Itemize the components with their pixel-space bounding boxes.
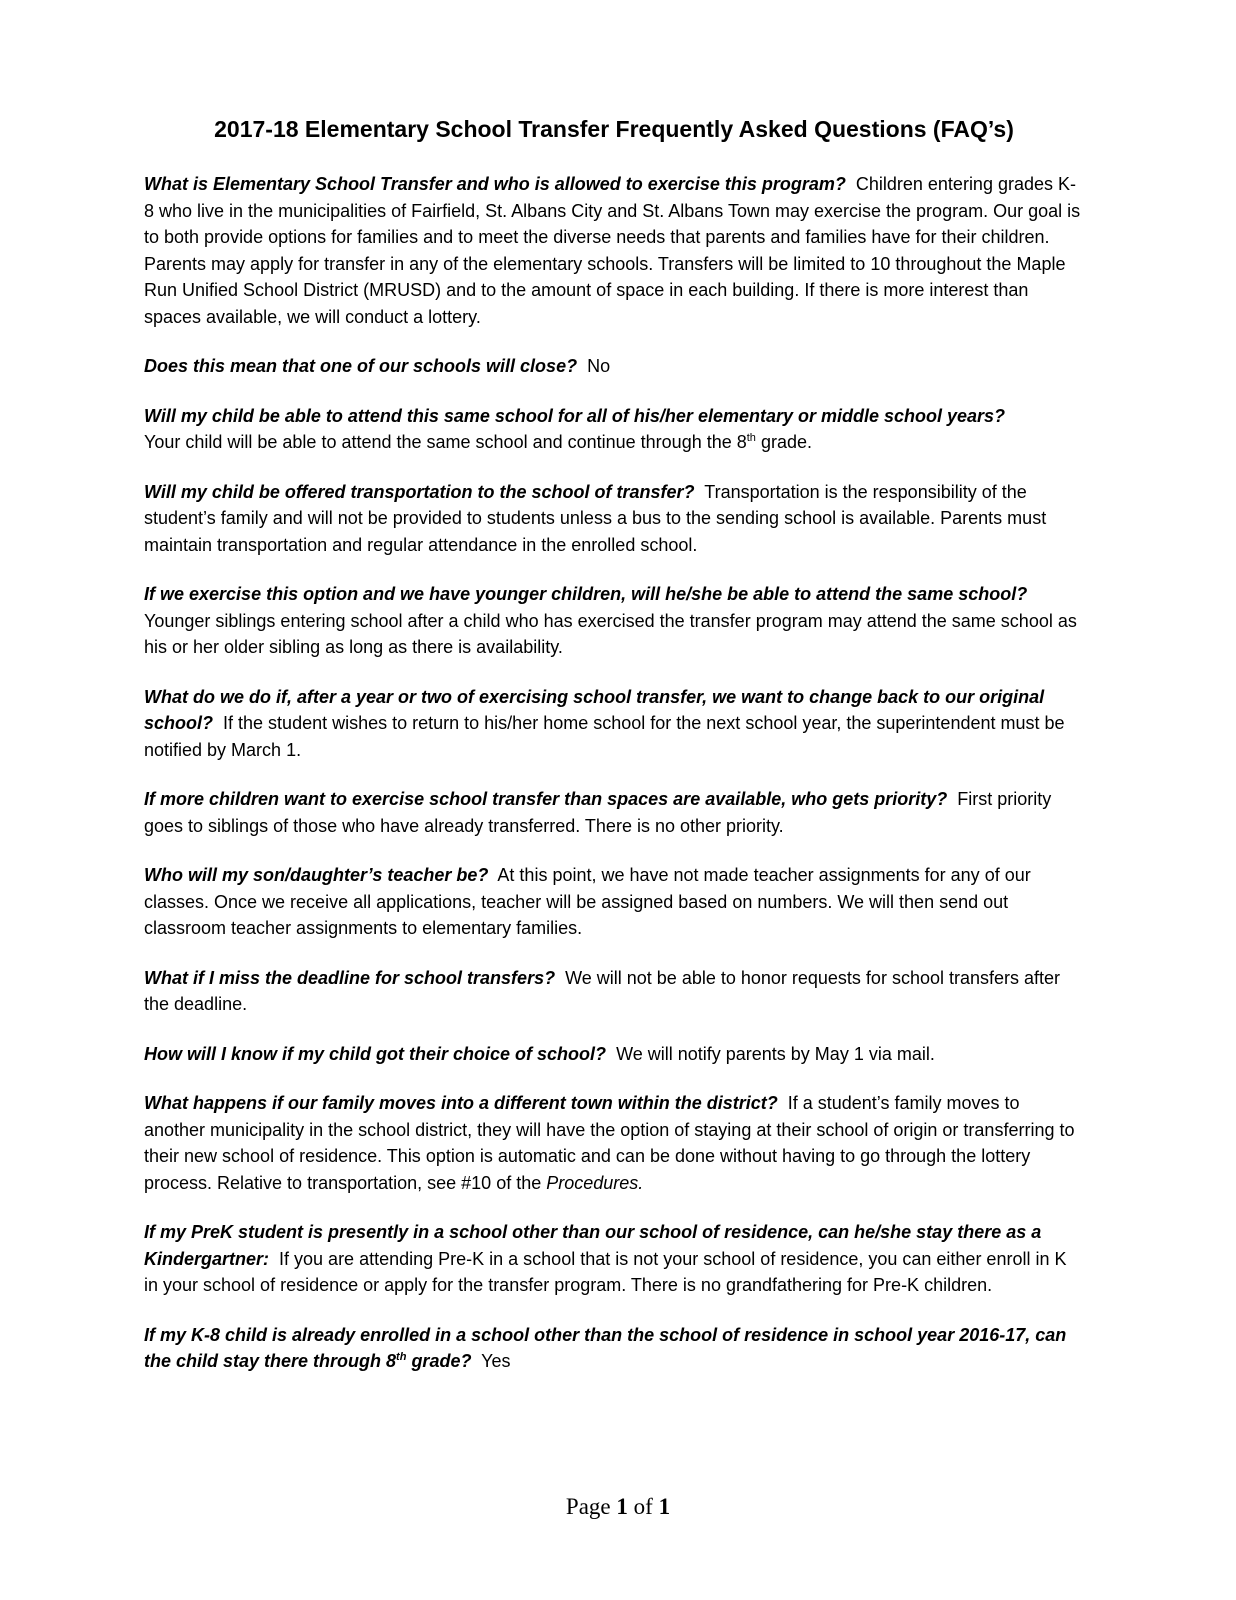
faq-question: Will my child be offered transportation to the school of transfer? [144,481,695,502]
ordinal-suffix: th [746,432,756,444]
faq-item [144,684,1084,764]
faq-question: What happens if our family moves into a different town within the district? [144,1093,778,1113]
faq-item [144,862,1084,942]
faq-item [144,786,1084,839]
faq-answer: Transportation is the responsibility of the student’s family and will not be provided to students unless a bus to the sending school is available. Parents must maintain transportation and regular attendance in the enrolled school. [144,481,1047,555]
faq-answer-tail: grade. [755,432,812,452]
page-label: Page [565,1494,611,1519]
faq-item [144,1322,1084,1375]
faq-question-tail: grade? [406,1351,472,1371]
faq-question: If my PreK student is presently in a school other than our school of residence, can he/she stay there as a Kindergartner: [144,1222,1042,1269]
faq-answer: If you are attending Pre-K in a school that is not your school of residence, you can either enroll in K in your school of residence or apply for the transfer program. There is no grandfathering for Pre-K children. [144,1248,1067,1295]
faq-item [144,479,1084,559]
faq-question: Does this mean that one of our schools will close? [144,356,578,376]
faq-item [144,965,1084,1018]
faq-question-text: If my K-8 child is already enrolled in a school other than the school of residence in school year 2016-17, can the child stay there through 8 [144,1324,1067,1371]
document-page [144,114,1084,1398]
of-label: of [633,1494,653,1519]
page-title: 2017-18 Elementary School Transfer Frequently Asked Questions (FAQ’s) [214,116,1014,142]
page-footer [0,1494,1236,1520]
faq-item [144,1219,1084,1299]
faq-question: Who will my son/daughter’s teacher be? [144,865,489,885]
faq-item [144,403,1084,456]
faq-item [144,171,1084,330]
faq-answer: If the student wishes to return to his/her home school for the next school year, the superintendent must be notified by March 1. [144,713,1065,760]
faq-item [144,581,1084,661]
faq-item [144,1090,1084,1196]
faq-question [144,1325,1066,1372]
ordinal-suffix: th [396,1351,407,1363]
faq-answer: Children entering grades K-8 who live in the municipalities of Fairfield, St. Albans City and St. Albans Town may exercise the program. Our goal is to both provide options for families and to meet the diverse needs that parents and families have for their children. Parents may apply for transfer in any of the elementary schools. Transfers will be limited to 10 throughout the Maple Run Unified School District (MRUSD) and to the amount of space in each building. If there is more interest than spaces available, we will conduct a lottery. [144,174,1081,327]
faq-answer: We will notify parents by May 1 via mail. [616,1043,935,1064]
faq-question: What if I miss the deadline for school transfers? [144,967,556,988]
faq-question: Will my child be able to attend this same school for all of his/her elementary or middle school years? [144,405,1006,426]
procedures-reference: Procedures. [546,1172,644,1193]
faq-question: What is Elementary School Transfer and who is allowed to exercise this program? [144,174,846,194]
faq-answer: Yes [481,1351,511,1371]
faq-answer: First priority goes to siblings of those who have already transferred. There is no other priority. [144,789,1052,836]
faq-answer: We will not be able to honor requests for school transfers after the deadline. [144,967,1061,1014]
faq-question: If we exercise this option and we have younger children, will he/she be able to attend the same school? [144,584,1028,604]
faq-answer: If a student’s family moves to another municipality in the school district, they will have the option of staying at their school of origin or transferring to their new school of residence. This option is automatic and can be done without having to go through the lottery process. Relative to transportation, see #10 of the [144,1093,1075,1193]
faq-answer: Younger siblings entering school after a child who has exercised the transfer program may attend the same school as his or her older sibling as long as there is availability. [144,610,1077,657]
faq-item [144,1041,1084,1068]
page-number: 1 [616,1494,628,1519]
faq-answer: No [587,356,611,376]
faq-question: How will I know if my child got their choice of school? [144,1043,607,1064]
faq-answer: Your child will be able to attend the same school and continue through the 8 [144,432,747,452]
faq-item [144,353,1084,380]
faq-answer: At this point, we have not made teacher assignments for any of our classes. Once we receive all applications, teacher will be assigned based on numbers. We will then send out classroom teacher assignments to elementary families. [144,865,1031,938]
faq-question: If more children want to exercise school transfer than spaces are available, who gets priority? [144,789,948,809]
page-total: 1 [658,1494,671,1519]
faq-question: What do we do if, after a year or two of exercising school transfer, we want to change back to our original school? [144,686,1045,733]
